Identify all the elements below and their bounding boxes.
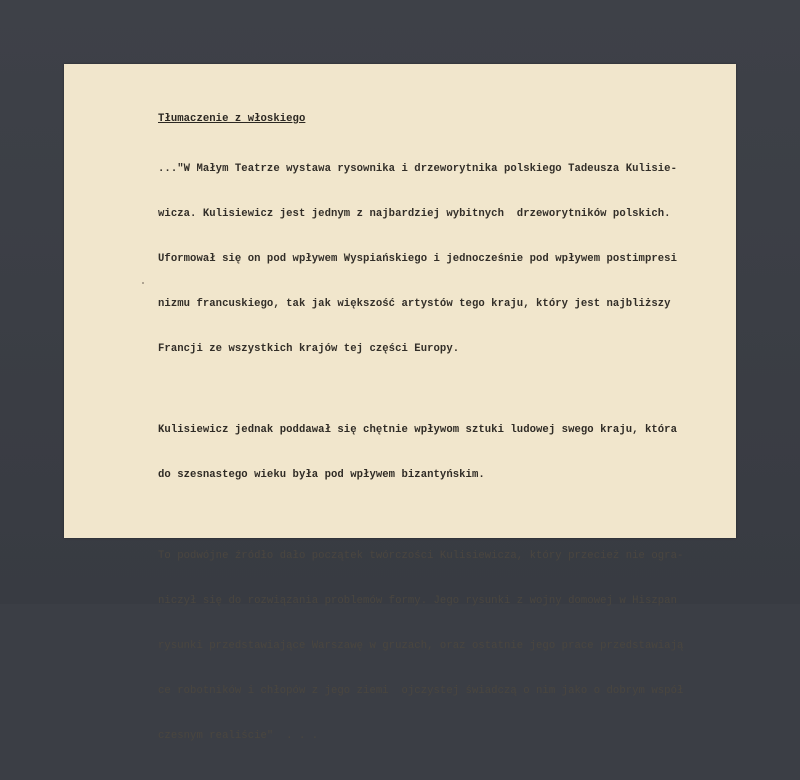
text-line: To podwójne źródło dało początek twórczości Kulisiewicza, który przecież nie ogra- xyxy=(158,550,684,562)
paragraph-1 xyxy=(158,132,724,387)
paper-speck xyxy=(142,282,144,284)
text-line: do szesnastego wieku była pod wpływem bizantyńskim. xyxy=(158,469,485,481)
document-body xyxy=(158,112,724,780)
text-line: niczył się do rozwiązania problemów formy. Jego rysunki z wojny domowej w Hiszpan xyxy=(158,595,677,607)
text-line: nizmu francuskiego, tak jak większość artystów tego kraju, który jest najbliższy xyxy=(158,298,671,310)
text-line: czesnym realiście" . . . xyxy=(158,730,319,742)
text-line: rysunki przedstawiające Warszawę w gruzach, oraz ostatnie jego prace przedstawiają xyxy=(158,640,684,652)
paragraph-3 xyxy=(158,519,724,774)
text-line: ce robotników i chłopów z jego ziemi ojczystej świadczą o nim jako o dobrym współ xyxy=(158,685,684,697)
text-line: Uformował się on pod wpływem Wyspiańskiego i jednocześnie pod wpływem postimpresi xyxy=(158,253,677,265)
text-line: wicza. Kulisiewicz jest jednym z najbardziej wybitnych drzeworytników polskich. xyxy=(158,208,671,220)
text-line: Kulisiewicz jednak poddawał się chętnie wpływom sztuki ludowej swego kraju, która xyxy=(158,424,677,436)
typewritten-page xyxy=(64,64,736,742)
document-heading: Tłumaczenie z włoskiego xyxy=(158,113,306,125)
text-line: ..."W Małym Teatrze wystawa rysownika i drzeworytnika polskiego Tadeusza Kulisie- xyxy=(158,163,677,175)
text-line: Francji ze wszystkich krajów tej części Europy. xyxy=(158,343,460,355)
paragraph-2 xyxy=(158,393,724,513)
